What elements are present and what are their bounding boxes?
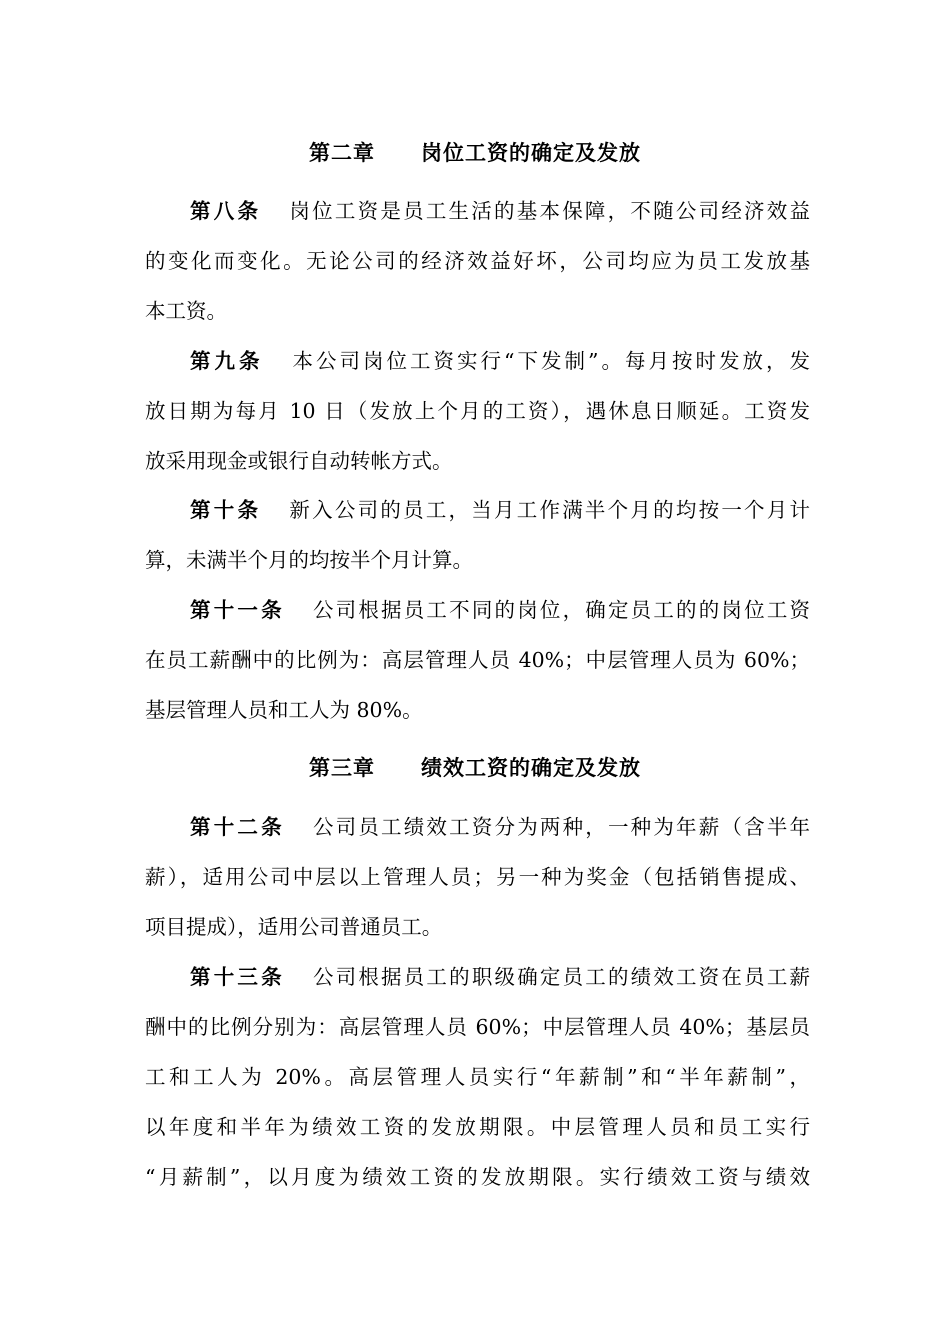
article-label: 第十一条 xyxy=(190,598,285,622)
article-10-line-2: 算，未满半个月的均按半个月计算。 xyxy=(145,548,473,572)
article-label: 第十三条 xyxy=(190,965,285,989)
chapter-heading-2 xyxy=(0,138,950,168)
chapter-heading-3 xyxy=(0,753,950,783)
article-11-line-1: 第十一条 公司根据员工不同的岗位，确定员工的的岗位工资 xyxy=(190,598,811,622)
chapter-title: 绩效工资的确定及发放 xyxy=(421,755,641,780)
article-12-line-1: 第十二条 公司员工绩效工资分为两种，一种为年薪（含半年 xyxy=(190,815,811,839)
article-9-line-2: 放日期为每月 10 日（发放上个月的工资），遇休息日顺延。工资发 xyxy=(145,399,810,423)
article-12-line-3: 项目提成），适用公司普通员工。 xyxy=(145,915,443,939)
article-13-line-4: 以年度和半年为绩效工资的发放期限。中层管理人员和员工实行 xyxy=(145,1115,810,1139)
article-8-line-2: 的变化而变化。无论公司的经济效益好坏，公司均应为员工发放基 xyxy=(145,249,810,273)
article-12-line-2: 薪），适用公司中层以上管理人员；另一种为奖金（包括销售提成、 xyxy=(145,865,810,889)
article-8-line-1: 第八条 岗位工资是员工生活的基本保障，不随公司经济效益 xyxy=(190,199,811,223)
article-13-line-5: “月薪制”，以月度为绩效工资的发放期限。实行绩效工资与绩效 xyxy=(145,1165,810,1189)
article-label: 第八条 xyxy=(190,199,262,223)
chapter-number: 第二章 xyxy=(309,140,375,165)
chapter-number: 第三章 xyxy=(309,755,375,780)
article-label: 第九条 xyxy=(190,349,264,373)
article-13-line-1: 第十三条 公司根据员工的职级确定员工的绩效工资在员工薪 xyxy=(190,965,811,989)
article-9-line-1: 第九条 本公司岗位工资实行“下发制”。每月按时发放，发 xyxy=(190,349,811,373)
article-11-line-2: 在员工薪酬中的比例为：高层管理人员 40%；中层管理人员为 60%； xyxy=(145,648,810,672)
chapter-title: 岗位工资的确定及发放 xyxy=(421,140,641,165)
article-13-line-3: 工和工人为 20%。高层管理人员实行“年薪制”和“半年薪制”， xyxy=(145,1065,810,1089)
article-13-line-2: 酬中的比例分别为：高层管理人员 60%；中层管理人员 40%；基层员 xyxy=(145,1015,810,1039)
article-label: 第十二条 xyxy=(190,815,285,839)
article-9-line-3: 放采用现金或银行自动转帐方式。 xyxy=(145,449,453,473)
article-10-line-1: 第十条 新入公司的员工，当月工作满半个月的均按一个月计 xyxy=(190,498,811,522)
article-label: 第十条 xyxy=(190,498,262,522)
article-8-line-3: 本工资。 xyxy=(145,299,227,323)
article-11-line-3: 基层管理人员和工人为 80%。 xyxy=(145,698,423,722)
